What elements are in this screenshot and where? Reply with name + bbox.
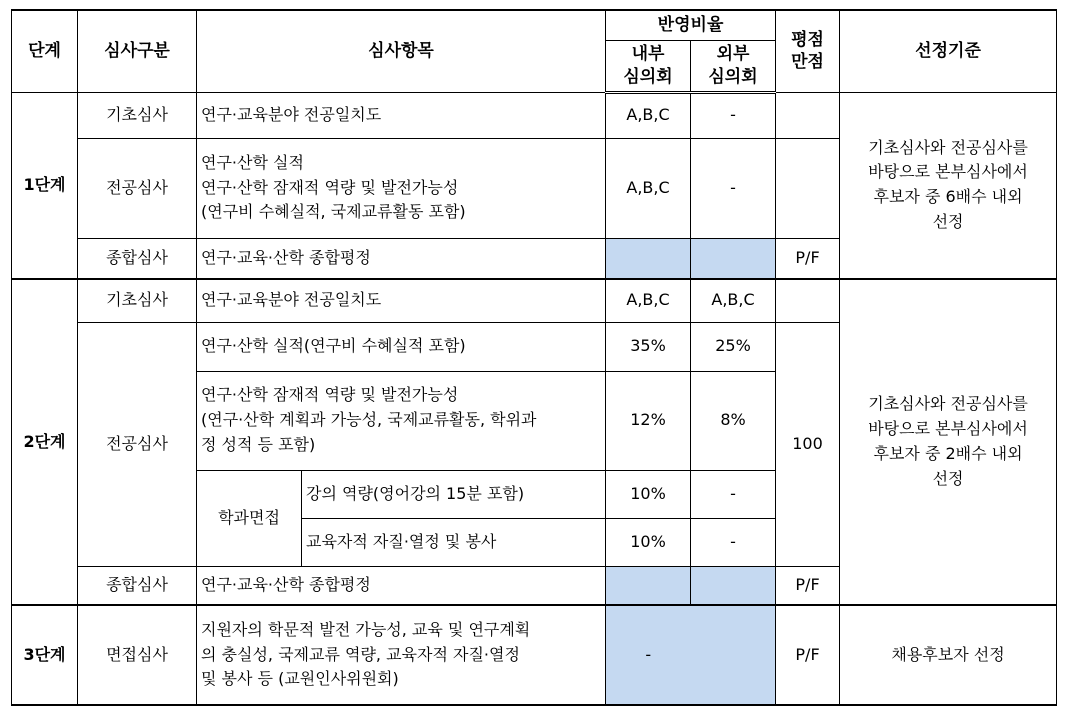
score-cell	[776, 92, 840, 138]
score-cell	[776, 279, 840, 322]
score-cell: P/F	[776, 238, 840, 279]
external-ratio: -	[691, 138, 776, 238]
category-cell: 기초심사	[78, 279, 197, 322]
item-cell: 연구·산학 실적 연구·산학 잠재적 역량 및 발전가능성 (연구비 수혜실적, 국제교류활동 포함)	[197, 138, 606, 238]
item-cell: 연구·산학 잠재적 역량 및 발전가능성 (연구·산학 계획과 가능성, 국제교류활동, 학위과 정 성적 등 포함)	[197, 371, 606, 470]
category-cell: 기초심사	[78, 92, 197, 138]
criteria-cell: 기초심사와 전공심사를 바탕으로 본부심사에서 후보자 중 6배수 내외 선정	[840, 92, 1057, 279]
table-row	[12, 279, 1057, 322]
stage-label: 2단계	[12, 279, 78, 605]
internal-ratio: A,B,C	[606, 279, 691, 322]
category-cell: 전공심사	[78, 138, 197, 238]
internal-ratio-shaded	[606, 566, 691, 605]
table-row	[12, 605, 1057, 705]
header-full-score: 평점 만점	[776, 10, 840, 92]
table-row	[12, 92, 1057, 138]
external-ratio: -	[691, 518, 776, 566]
item-cell: 연구·교육분야 전공일치도	[197, 279, 606, 322]
header-ratio: 반영비율	[606, 10, 776, 40]
score-cell: P/F	[776, 605, 840, 705]
ratio-cell-shaded	[691, 605, 776, 705]
item-cell: 강의 역량(영어강의 15분 포함)	[302, 470, 606, 518]
internal-ratio: 10%	[606, 470, 691, 518]
category-cell: 종합심사	[78, 238, 197, 279]
internal-ratio: A,B,C	[606, 138, 691, 238]
internal-ratio: 35%	[606, 322, 691, 371]
external-ratio: 8%	[691, 371, 776, 470]
score-cell	[776, 138, 840, 238]
external-ratio-shaded	[691, 566, 776, 605]
ratio-cell: -	[606, 605, 691, 705]
header-external: 외부 심의회	[691, 40, 776, 92]
item-cell: 교육자적 자질·열정 및 봉사	[302, 518, 606, 566]
category-cell: 전공심사	[78, 322, 197, 566]
stage-label: 1단계	[12, 92, 78, 279]
score-cell: P/F	[776, 566, 840, 605]
internal-ratio: A,B,C	[606, 92, 691, 138]
external-ratio: -	[691, 92, 776, 138]
external-ratio: -	[691, 470, 776, 518]
stage-label: 3단계	[12, 605, 78, 705]
external-ratio-shaded	[691, 238, 776, 279]
header-stage: 단계	[12, 10, 78, 92]
header-items: 심사항목	[197, 10, 606, 92]
criteria-cell: 기초심사와 전공심사를 바탕으로 본부심사에서 후보자 중 2배수 내외 선정	[840, 279, 1057, 605]
internal-ratio: 12%	[606, 371, 691, 470]
header-internal: 내부 심의회	[606, 40, 691, 92]
internal-ratio-shaded	[606, 238, 691, 279]
category-cell: 종합심사	[78, 566, 197, 605]
item-cell: 지원자의 학문적 발전 가능성, 교육 및 연구계획 의 충실성, 국제교류 역량, 교육자적 자질·열정 및 봉사 등 (교원인사위원회)	[197, 605, 606, 705]
category-cell: 면접심사	[78, 605, 197, 705]
score-cell: 100	[776, 322, 840, 566]
item-cell: 연구·교육·산학 종합평정	[197, 566, 606, 605]
item-cell: 연구·교육분야 전공일치도	[197, 92, 606, 138]
internal-ratio: 10%	[606, 518, 691, 566]
header-criteria: 선정기준	[840, 10, 1057, 92]
evaluation-table	[11, 9, 1057, 706]
header-category: 심사구분	[78, 10, 197, 92]
external-ratio: A,B,C	[691, 279, 776, 322]
subcategory-cell: 학과면접	[197, 470, 302, 566]
criteria-cell: 채용후보자 선정	[840, 605, 1057, 705]
item-cell: 연구·산학 실적(연구비 수혜실적 포함)	[197, 322, 606, 371]
item-cell: 연구·교육·산학 종합평정	[197, 238, 606, 279]
external-ratio: 25%	[691, 322, 776, 371]
